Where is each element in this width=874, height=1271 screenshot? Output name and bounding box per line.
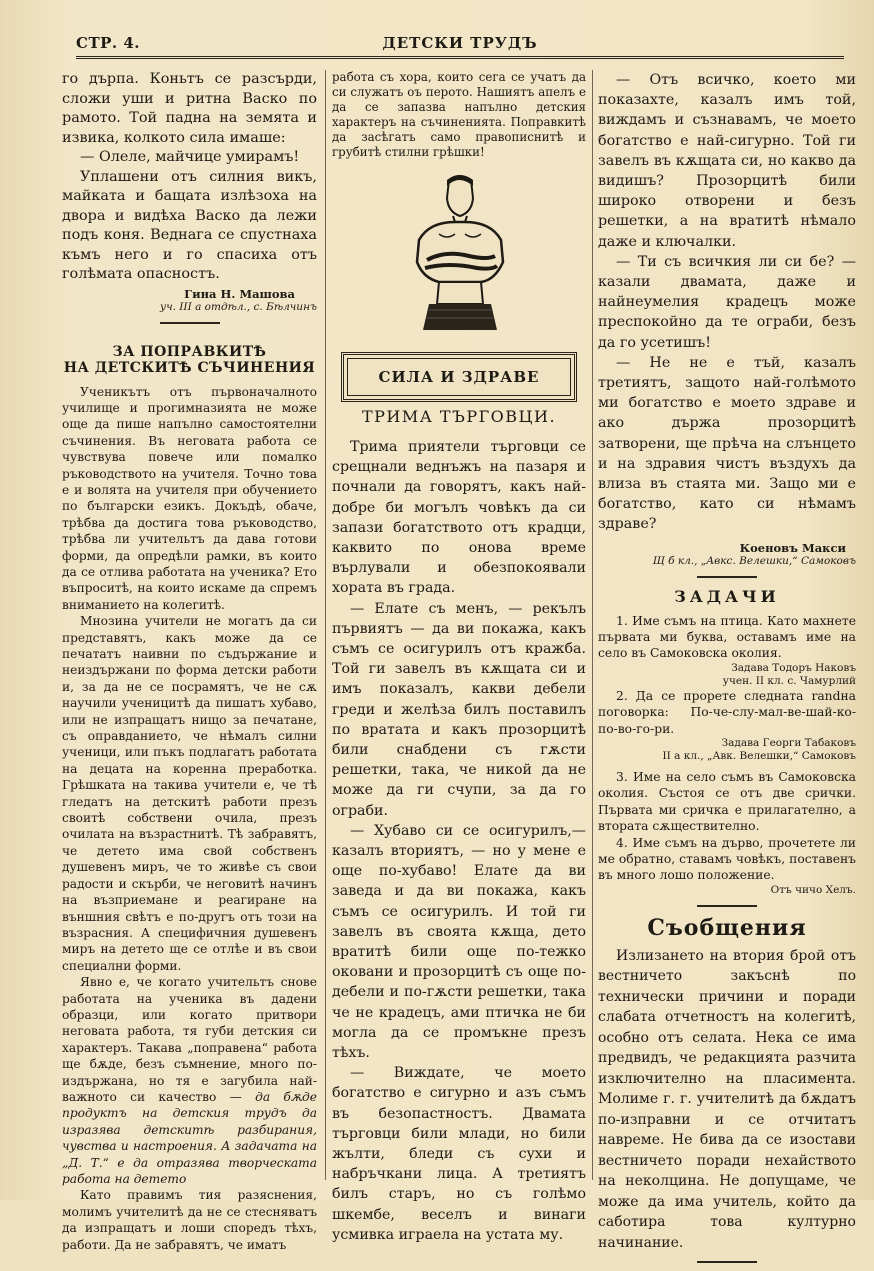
task-item: 2. Да се прорете следната randна поговорка: По-че-слу-мал-ве-шай-ко-по-во-го-ри.	[598, 688, 856, 736]
divider	[697, 1261, 757, 1263]
notices-title: Съобщения	[647, 914, 807, 941]
column-divider	[325, 70, 326, 1180]
article-paragraph: Мнозина учители не могатъ да си представятъ, какъ може да се печататъ наивни по съдържание и неиздържани по форма детски работи и, за да не се посрамятъ, че не сѫ научили ученицитѣ да пишатъ хубаво, или не изпращатъ нищо за печатане, съ оправданието, че нѣмалъ силни ученици, или пъкъ подлагатъ работата на децата на коренна преработка. Грѣшката на такива учители е, че тѣ гледатъ на детскитѣ работи презъ своитѣ собствени очила, презъ очилата на възрастнитѣ. Тѣ забравятъ, че детето има свой собственъ душевенъ миръ, че то живѣе съ свои радости и скърби, че неговитѣ начинъ на възприемане и реагиране на външния свѣтъ е по-другъ отъ този на възрасния. А специфичния душевенъ миръ на детето ще се отлѣе и въ свои специални форми.	[62, 614, 317, 973]
task-author: Отъ чичо Хелъ.	[770, 883, 856, 896]
story-paragraph: — Отъ всичко, което ми показахте, казалъ имъ той, виждамъ и съзнавамъ, че моето богатство е най-сигурно. Той ги завелъ въ кѫщата си, но какво да видишъ? Прозорцитѣ били широко отворени и безъ решетки, а на вратитѣ нѣмало даже и ключалки.	[598, 72, 856, 250]
banner-text: СИЛА И ЗДРАВЕ	[378, 367, 540, 386]
article-heading	[62, 344, 317, 376]
column-2	[332, 70, 586, 1245]
task-item: 3. Име на село съмъ въ Самоковска околия. Състоя се отъ две срички. Първата ми сричка е прилагателно, а втората сѫществително.	[598, 770, 856, 834]
article-paragraph: Като правимъ тия разяснения, молимъ учителитѣ да не се стесняватъ да изпращатъ и лоши споредъ тѣхъ, работи. Да не забравятъ, че иматъ	[62, 1188, 317, 1252]
divider	[697, 576, 757, 578]
notice-text: Излизането на втория брой отъ вестничето закъснѣ по технически причини и поради слабата отчетностъ на колегитѣ, особно отъ селата. Нека се има предвидъ, че редакцията разчита изключително на пласиментa. Молиме г. г. учителитѣ да бѫдатъ по-изправни и се отчитатъ навреме. Не бива да се изостави вестничето поради нехайството на неколцина. Не допущаме, че може да има учитель, който да саботира това културно начинание.	[598, 947, 856, 1251]
story-title: ТРИМА ТЪРГОВЦИ.	[361, 407, 557, 426]
column-3	[598, 70, 856, 1271]
section-banner	[341, 352, 577, 402]
article-end: работа съ хора, които сега се учатъ да си служатъ оъ перото. Нашиятъ апелъ е да се запазва напълно детския характеръ на съчиненията. Поправкитѣ да засѣгатъ само правописнитѣ и грубитѣ стилни грѣшки!	[332, 70, 586, 159]
tasks-title: ЗАДАЧИ	[674, 586, 780, 606]
column-divider	[592, 70, 593, 1180]
story-paragraph: Уплашени отъ силния викъ, майката и бащата излѣзоха на двора и видѣха Васко да лежи подъ коня. Веднага се спустнаха къмъ него и го спасиха отъ голѣмата опасностъ.	[62, 168, 317, 282]
divider	[697, 905, 757, 907]
author-info: Щ б кл., „Авкс. Велешки,“ Самоковъ	[652, 554, 856, 567]
page-number: СТР. 4.	[76, 34, 140, 52]
column-1	[62, 70, 317, 1253]
strongman-illustration	[399, 170, 519, 340]
divider	[160, 322, 220, 324]
story-paragraph: — Хубаво си се осигурилъ,— казалъ вториятъ, — но у мене е още по-хубаво! Елате да ви заведа и да ви покажа, какъ съмъ се осигурилъ. И той ги завелъ въ своята кѫща, дето вратитѣ били още по-тежко оковани и прозорцитѣ съ още по-дебели и по-гѫсти решетки, така че не крадецъ, ами птичка не би могла да се промъкне презъ тѣхъ.	[332, 822, 586, 1061]
task-author-info: учен. II кл. с. Чамурлий	[722, 674, 856, 687]
italic-text: да бѫде продуктъ на детския трудъ да изразява детскитѣ разбирания, чувства и настроения. А задачата на „Д. Т.“ е да отразява творческата работа на детето	[62, 1089, 317, 1186]
story-paragraph: го дърпа. Коньтъ се разсърди, сложи уши и ритна Васко по рамото. Той падна на земята и извика, колкото сила имаше:	[62, 71, 317, 146]
task-author-info: II а кл., „Авк. Велешки,“ Самоковъ	[662, 750, 856, 763]
task-item: 4. Име съмъ на дърво, прочетете ли ме обратно, ставамъ човѣкъ, поставенъ въ много лошо положение.	[598, 835, 856, 883]
task-author: Задава Тодоръ Наковъ	[731, 661, 856, 674]
article-title-line: НА ДЕТСКИТѢ СЪЧИНЕНИЯ	[63, 359, 316, 376]
author-name: Коеновъ Макси	[739, 540, 846, 555]
story-paragraph: — Олеле, майчице умирамъ!	[80, 149, 300, 165]
story-paragraph: — Виждате, че моето богатство е сигурно и азъ съмъ въ безопастностъ. Двамата търговци били млади, но били жълти, бледи съ сухи и набръчкани лица. А третиятъ билъ старъ, но съ голѣмо шкембе, веселъ и винаги усмивка играела на устата му.	[332, 1065, 586, 1243]
task-author: Задава Георги Табаковъ	[721, 737, 856, 750]
author-info: уч. III а отдѣл., с. Бѣлчинъ	[159, 300, 317, 313]
story-paragraph: — Не не е тъй, казалъ третиятъ, защото най-голѣмото ми богатство е моето здраве и ако държа прозорцитѣ затворени, ще прѣча на слънцето и на здравия чистъ въздухъ да влиза въ стаята ми. Защо ми е богатство, като си нѣмамъ здраве?	[598, 354, 856, 533]
task-item: 1. Име съмъ на птица. Като махнете първата ми буква, оставамъ име на село въ Самоковска околия.	[598, 613, 856, 661]
story-paragraph: Трима приятели търговци се срещнали веднъжъ на пазаря и почнали да говорятъ, какъ най-добре би могълъ човѣкъ да си запази богатството отъ крадци, каквито по онова време върлували и обезпокоявали хората въ града.	[332, 438, 586, 597]
article-title-line: ЗА ПОПРАВКИТѢ	[112, 343, 267, 360]
author-name: Гина Н. Машова	[184, 286, 295, 301]
newspaper-title: ДЕТСКИ ТРУДЪ	[382, 34, 538, 52]
story-paragraph: — Елате съ менъ, — рекълъ първиятъ — да ви покажа, какъ съмъ се осигурилъ отъ кражба. Той ги завелъ въ кѫщата си и имъ показалъ, какви дебели греди и желѣза билъ поставилъ по вратата и какъ прозорцитѣ били снабдени съ гѫсти решетки, така, че никой да не може да ги счупи, за да го ограби.	[332, 600, 586, 819]
page-header	[76, 34, 844, 59]
article-paragraph: Ученикътъ отъ първоначалното училище и прогимназията не може още да пише напълно самостоятелни съчинения. Въ неговата работа се чувствува повече или помалко ръководството на учителя. Точно това е и волята на учителя при обучението по български езикъ. Докъдѣ, обаче, трѣбва да достига това ръководство, трѣбва ли учительтъ да дава готови форми, да опредѣли рамки, въ които да се отлива работата на ученика? Ето въпроситѣ, на които искаме да спремъ вниманието на колегитѣ.	[62, 384, 317, 612]
story-paragraph: — Ти съ всичкия ли си бе? — казали двамата, даже и найнеумелия крадецъ може преспокойно да те ограби, безъ да го усетишъ!	[598, 253, 856, 351]
article-paragraph: Явно е, че когато учительтъ снове работата на ученика въ дадени образци, или когато притвори неговата работа, тя губи детския си характеръ. Такава „поправена“ работа ще бѫде, безъ съмнение, много по-издържана, но тя е загубила най-важното си качество — да бѫде продуктъ на детския трудъ да изразява детскитѣ разбирания, чувства и настроения. А задачата на „Д. Т.“ е да отразява творческата работа на детето	[62, 975, 317, 1186]
